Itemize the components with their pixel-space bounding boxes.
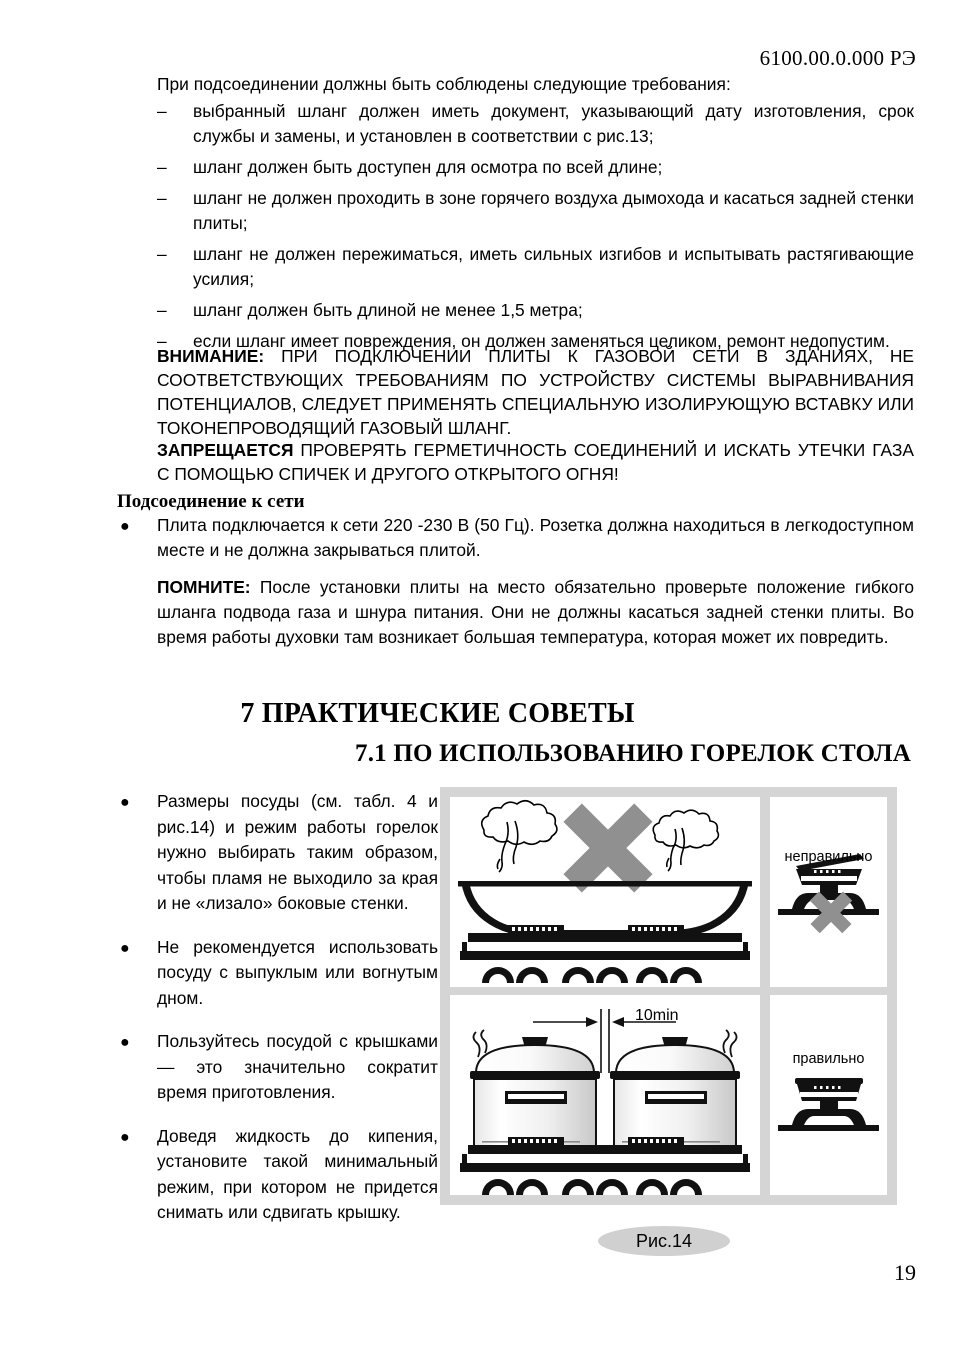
remember-label: ПОМНИТЕ: [157, 577, 251, 597]
dimension-label: 10min [635, 1007, 679, 1024]
cross-mark-icon [563, 803, 652, 892]
section-heading: 7.1 ПО ИСПОЛЬЗОВАНИЮ ГОРЕЛОК СТОЛА [355, 740, 911, 767]
tip-text: Пользуйтесь посудой с крышками — это значительно сократит время приготовления. [157, 1031, 438, 1102]
steam-cloud-right-icon [653, 810, 718, 871]
label-wrong: неправильно [784, 849, 873, 865]
grate-arches [482, 1179, 702, 1195]
grate-arches [482, 967, 702, 983]
list-item [157, 186, 914, 236]
bullet-dot-icon: ● [120, 1128, 130, 1146]
dash-marker: – [157, 157, 167, 177]
oversized-pan-illustration [450, 797, 760, 987]
list-item-text: шланг не должен пережиматься, иметь сильных изгибов и испытывать растягивающие усилия; [193, 244, 914, 289]
dimension-arrows [586, 1017, 624, 1027]
tip-item [120, 935, 438, 1012]
dash-marker: – [157, 331, 167, 351]
level-burner-illustration [770, 995, 887, 1195]
list-item-text: выбранный шланг должен иметь документ, указывающий дату изготовления, срок службы и замены, и установлен в соответствии с рис.13; [193, 101, 914, 146]
attention-label: ВНИМАНИЕ: [157, 346, 265, 366]
figure-panel-two-pots [450, 995, 760, 1195]
label-right: правильно [792, 1051, 865, 1067]
list-item-text: шланг должен быть длиной не менее 1,5 метра; [193, 300, 583, 320]
pot-right [610, 1030, 740, 1149]
tip-item [120, 1124, 438, 1226]
list-item [157, 99, 914, 149]
tip-item [120, 789, 438, 917]
list-item [157, 242, 914, 292]
figure-panel-wrong-burner [770, 797, 887, 987]
figure-14 [440, 787, 897, 1205]
hob-shape [460, 925, 750, 983]
mains-section-heading: Подсоединение к сети [117, 491, 305, 512]
dash-marker: – [157, 244, 167, 264]
attention-text: ПРИ ПОДКЛЮЧЕНИИ ПЛИТЫ К ГАЗОВОЙ СЕТИ В ЗДАНИЯХ, НЕ СООТВЕТСТВУЮЩИХ ТРЕБОВАНИЯМ ПО УСТРОЙСТВУ СИСТЕМЫ ВЫРАВНИВАНИЯ ПОТЕНЦИАЛОВ, СЛЕДУЕТ ПРИМЕНЯТЬ СПЕЦИАЛЬНУЮ ИЗОЛИРУЮЩУЮ ВСТАВКУ ИЛИ ТОКОНЕПРОВОДЯЩИЙ ГАЗОВЫЙ ШЛАНГ. [157, 346, 914, 438]
two-pots-illustration [450, 995, 760, 1195]
figure-caption: Рис.14 [598, 1226, 730, 1256]
figure-panel-oversized-pan [450, 797, 760, 987]
mains-bullet-row [120, 513, 914, 563]
dash-marker: – [157, 300, 167, 320]
list-item [157, 155, 914, 180]
page-number: 19 [894, 1260, 916, 1285]
tip-text: Доведя жидкость до кипения, установите такой минимальный режим, при котором не придется снимать или сдвигать крышку. [157, 1125, 438, 1222]
pot-left [470, 1030, 600, 1149]
attention-warning [157, 344, 914, 440]
forbidden-label: ЗАПРЕЩАЕТСЯ [157, 440, 294, 460]
list-item-text: шланг должен быть доступен для осмотра по всей длине; [193, 157, 663, 177]
intro-paragraph: При подсоединении должны быть соблюдены следующие требования: [157, 74, 731, 94]
list-item [157, 298, 914, 323]
bullet-dot-icon: ● [120, 1034, 130, 1051]
bullet-dot-icon: ● [120, 939, 130, 957]
dash-marker: – [157, 188, 167, 208]
steam-cloud-left-icon [482, 801, 557, 872]
chapter-heading: 7 ПРАКТИЧЕСКИЕ СОВЕТЫ [240, 698, 635, 729]
tips-list [120, 789, 438, 1244]
figure-panel-correct-burner [770, 995, 887, 1195]
requirements-list [157, 99, 914, 360]
tilted-burner-illustration [770, 797, 887, 987]
hob-shape [460, 1137, 750, 1195]
forbidden-warning [157, 438, 914, 486]
bullet-dot-icon: ● [120, 794, 130, 811]
tip-text: Не рекомендуется использовать посуду с выпуклым или вогнутым дном. [157, 936, 438, 1008]
bullet-dot-icon: ● [120, 518, 130, 535]
forbidden-text: ПРОВЕРЯТЬ ГЕРМЕТИЧНОСТЬ СОЕДИНЕНИЙ И ИСКАТЬ УТЕЧКИ ГАЗА С ПОМОЩЬЮ СПИЧЕК И ДРУГОГО ОТКРЫТОГО ОГНЯ! [157, 440, 914, 484]
dash-marker: – [157, 101, 167, 121]
remember-block [157, 575, 914, 650]
tip-text: Размеры посуды (см. табл. 4 и рис.14) и режим работы горелок нужно выбирать таким образом, чтобы пламя не выходило за края и не «лизало» боковые стенки. [157, 791, 438, 913]
list-item-text: шланг не должен проходить в зоне горячего воздуха дымохода и касаться задней стенки плиты; [193, 188, 914, 233]
list-item-text: если шланг имеет повреждения, он должен заменяться целиком, ремонт недопустим. [193, 331, 890, 351]
tip-item [120, 1029, 438, 1106]
document-code: 6100.00.0.000 РЭ [759, 46, 916, 70]
mains-bullet-text: Плита подключается к сети 220 -230 В (50 Гц). Розетка должна находиться в легкодоступном месте и не должна закрываться плитой. [157, 515, 914, 560]
remember-text: После установки плиты на место обязательно проверьте положение гибкого шланга подвода газа и шнура питания. Они не должны касаться задней стенки плиты. Во время работы духовки там возникает большая температура, которая может их повредить. [157, 577, 914, 647]
oversized-pan-shape [458, 881, 752, 937]
